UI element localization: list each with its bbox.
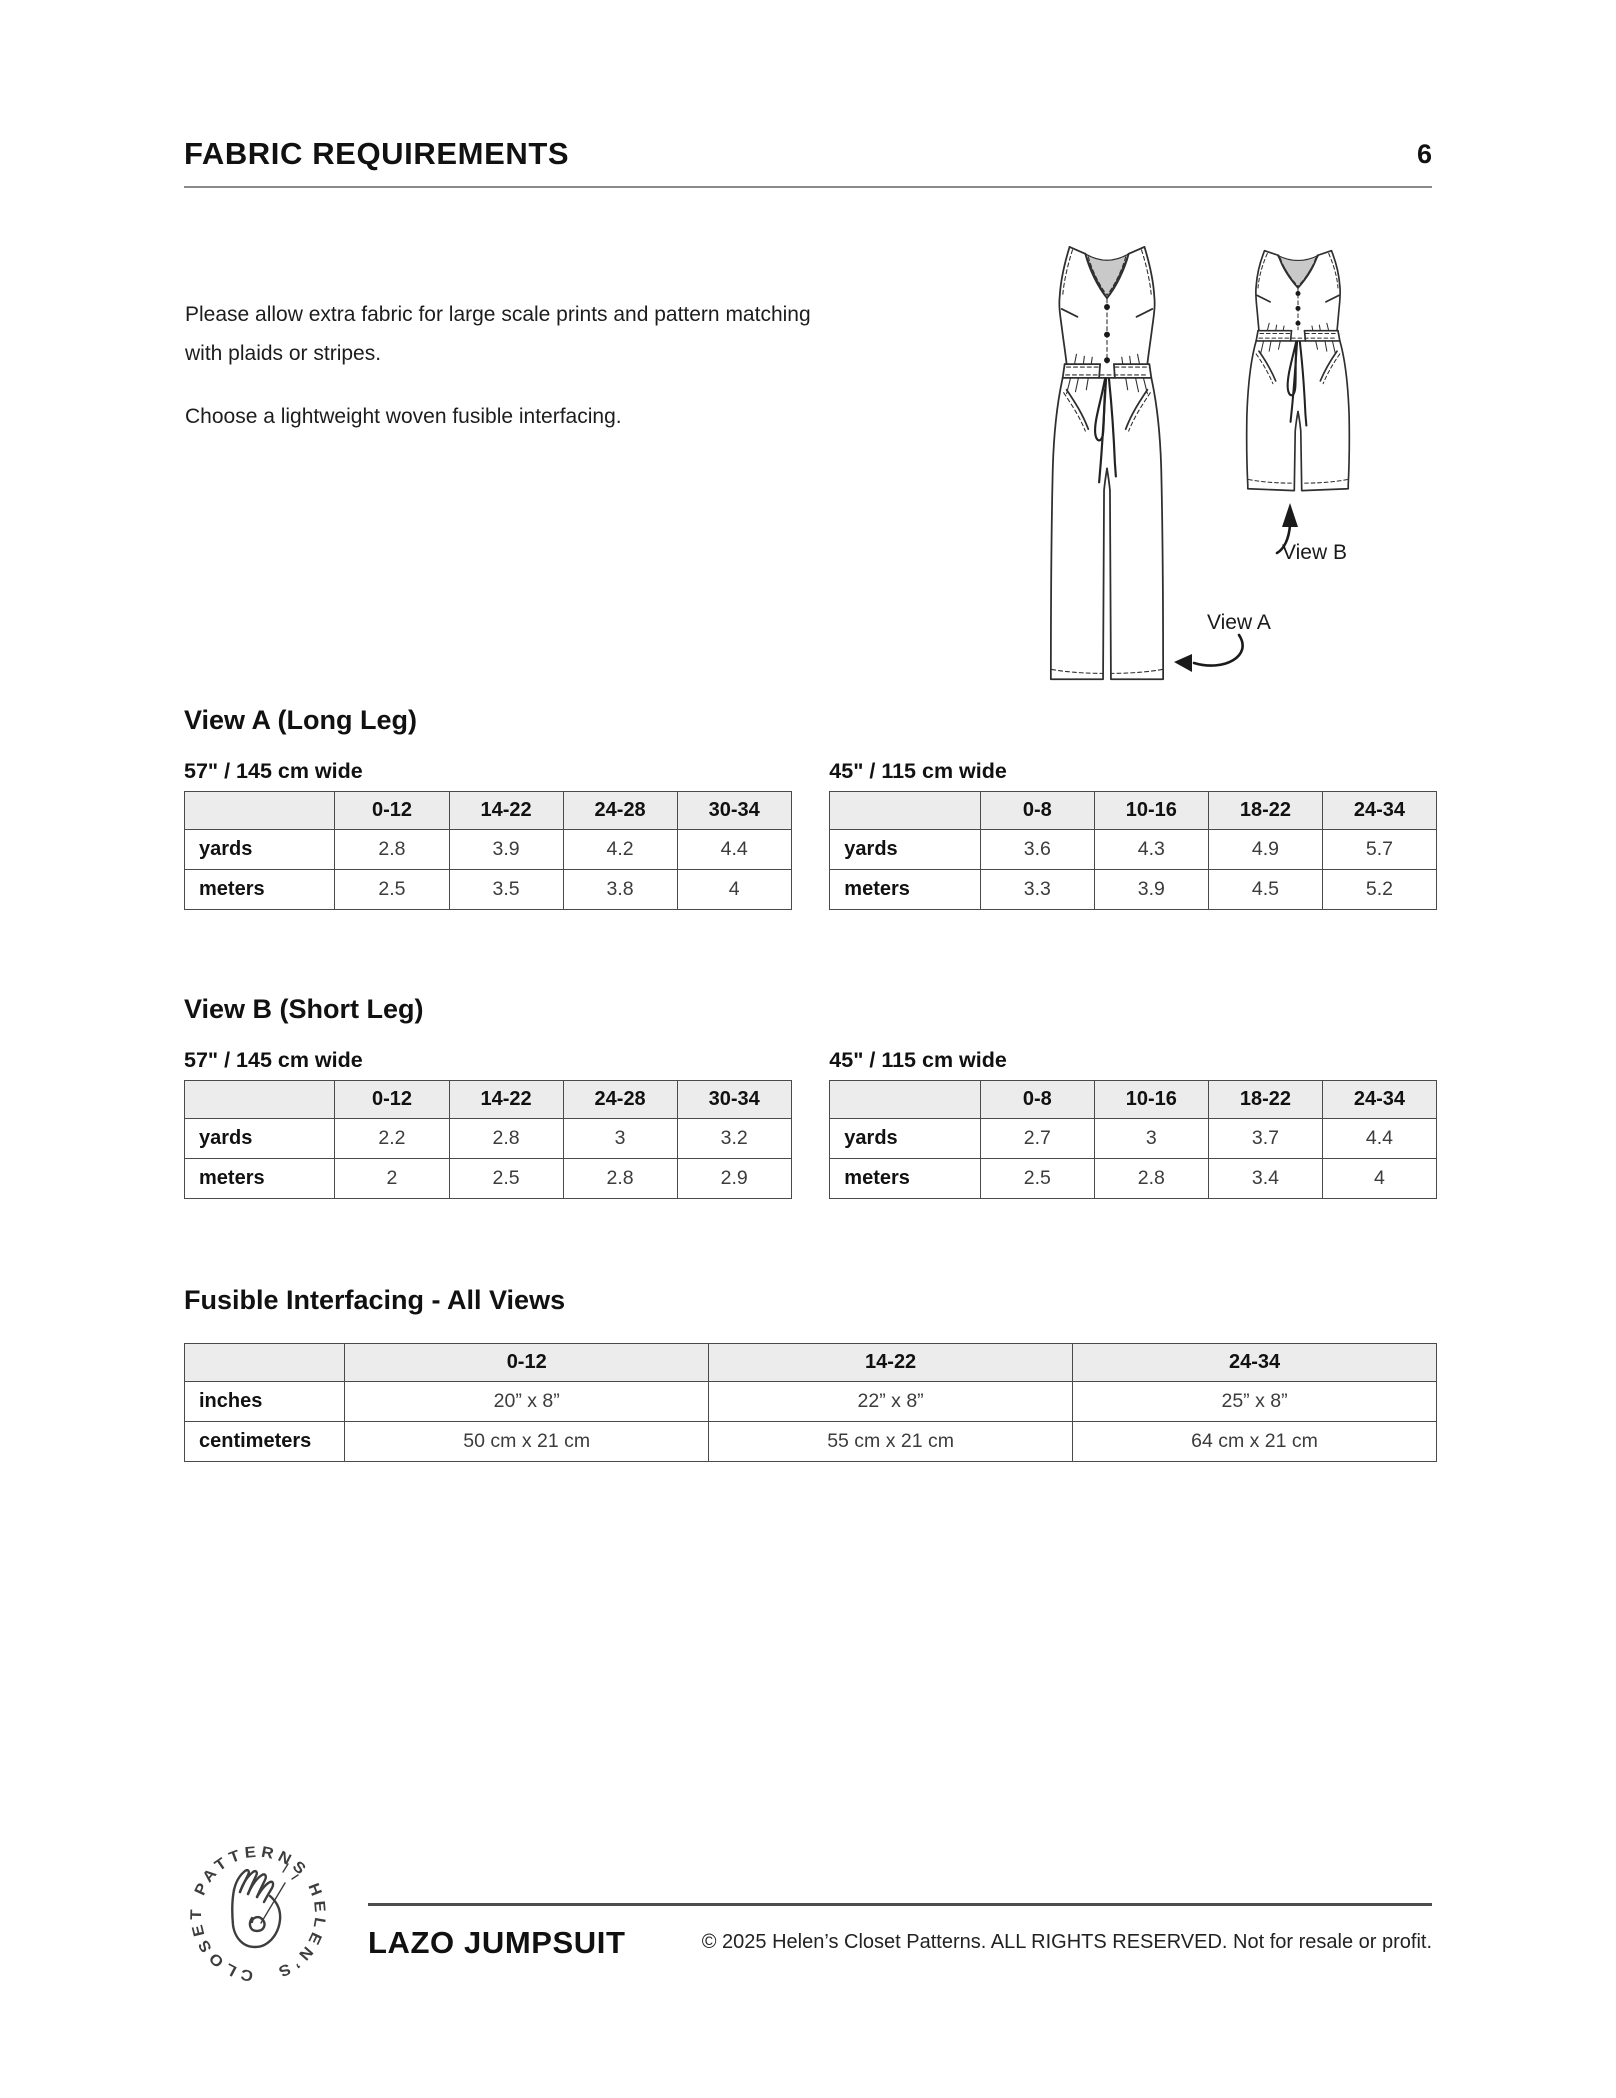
- view-a-heading: View A (Long Leg): [184, 705, 417, 735]
- size-header: 30-34: [677, 1081, 791, 1119]
- view-a-45-width-label: 45" / 115 cm wide: [829, 759, 1007, 783]
- meters-value: 3.9: [1094, 870, 1208, 910]
- table-corner-cell: [185, 1344, 345, 1382]
- row-label-centimeters: centimeters: [185, 1422, 345, 1462]
- meters-value: 4: [677, 870, 791, 910]
- centimeters-value: 50 cm x 21 cm: [345, 1422, 709, 1462]
- row-label-inches: inches: [185, 1382, 345, 1422]
- hand-with-needle-icon: [232, 1870, 280, 1947]
- table-corner-cell: [185, 792, 335, 830]
- view-a-57-width-label: 57" / 145 cm wide: [184, 759, 363, 783]
- size-header: 0-12: [335, 792, 449, 830]
- page-header: [184, 136, 1432, 172]
- yardage-value: 3.7: [1208, 1119, 1322, 1159]
- meters-value: 4: [1322, 1159, 1436, 1199]
- view-a-45-column: [829, 758, 1437, 910]
- yards-row: [830, 1119, 1437, 1159]
- yardage-value: 2.7: [980, 1119, 1094, 1159]
- meters-row: [830, 1159, 1437, 1199]
- view-a-arrow-curve: [1194, 635, 1243, 666]
- table-header-row: [830, 1081, 1437, 1119]
- row-label-meters: meters: [830, 1159, 980, 1199]
- row-label-yards: yards: [185, 830, 335, 870]
- view-b-45-width-label: 45" / 115 cm wide: [829, 1048, 1007, 1072]
- meters-value: 3.4: [1208, 1159, 1322, 1199]
- footer-divider: [368, 1903, 1432, 1906]
- view-a-45-table: [829, 791, 1437, 910]
- size-header: 24-34: [1322, 792, 1436, 830]
- size-header: 24-28: [563, 792, 677, 830]
- fusible-interfacing-table: [184, 1343, 1437, 1462]
- centimeters-row: [185, 1422, 1437, 1462]
- meters-value: 3.3: [980, 870, 1094, 910]
- meters-value: 2.9: [677, 1159, 791, 1199]
- centimeters-value: 64 cm x 21 cm: [1073, 1422, 1437, 1462]
- view-b-45-column: [829, 1047, 1437, 1199]
- size-header: 0-8: [980, 1081, 1094, 1119]
- page-title: FABRIC REQUIREMENTS: [184, 136, 570, 171]
- size-header: 30-34: [677, 792, 791, 830]
- size-header: 24-34: [1322, 1081, 1436, 1119]
- meters-value: 4.5: [1208, 870, 1322, 910]
- yardage-value: 4.3: [1094, 830, 1208, 870]
- meters-row: [185, 1159, 792, 1199]
- logo-circle-text: CLOSET PATTERNS HELEN’S: [187, 1843, 329, 1985]
- table-header-row: [185, 1081, 792, 1119]
- size-header: 14-22: [449, 1081, 563, 1119]
- table-header-row: [185, 792, 792, 830]
- row-label-meters: meters: [185, 1159, 335, 1199]
- meters-value: 5.2: [1322, 870, 1436, 910]
- size-header: 0-12: [345, 1344, 709, 1382]
- view-a-arrowhead: [1174, 654, 1192, 672]
- size-header: 0-12: [335, 1081, 449, 1119]
- meters-value: 2.5: [980, 1159, 1094, 1199]
- yardage-value: 3.2: [677, 1119, 791, 1159]
- size-header: 18-22: [1208, 792, 1322, 830]
- fusible-heading: Fusible Interfacing - All Views: [184, 1285, 566, 1315]
- yardage-value: 2.8: [335, 830, 449, 870]
- row-label-meters: meters: [830, 870, 980, 910]
- table-corner-cell: [830, 1081, 980, 1119]
- copyright-notice: © 2025 Helen’s Closet Patterns. ALL RIGHTS RESERVED. Not for resale or profit.: [701, 1931, 1432, 1953]
- size-header: 14-22: [449, 792, 563, 830]
- size-header: 24-28: [563, 1081, 677, 1119]
- intro-line-1: Please allow extra fabric for large scale prints and pattern matching: [185, 303, 811, 326]
- yards-row: [185, 830, 792, 870]
- table-corner-cell: [830, 792, 980, 830]
- header-divider: [184, 186, 1432, 188]
- table-corner-cell: [185, 1081, 335, 1119]
- intro-line-3: Choose a lightweight woven fusible interfacing.: [185, 405, 622, 428]
- meters-value: 2.8: [563, 1159, 677, 1199]
- meters-value: 2: [335, 1159, 449, 1199]
- intro-paragraph-2: [185, 397, 997, 436]
- view-b-57-width-label: 57" / 145 cm wide: [184, 1048, 363, 1072]
- yards-row: [185, 1119, 792, 1159]
- view-b-45-table: [829, 1080, 1437, 1199]
- meters-value: 2.5: [335, 870, 449, 910]
- view-a-57-column: [184, 758, 792, 910]
- yardage-value: 3: [563, 1119, 677, 1159]
- table-header-row: [185, 1344, 1437, 1382]
- pattern-name: LAZO JUMPSUIT: [368, 1925, 626, 1960]
- meters-value: 2.5: [449, 1159, 563, 1199]
- meters-value: 3.8: [563, 870, 677, 910]
- yards-row: [830, 830, 1437, 870]
- meters-value: 2.8: [1094, 1159, 1208, 1199]
- view-a-section: [184, 704, 1437, 910]
- view-b-heading: View B (Short Leg): [184, 994, 424, 1024]
- page-number: 6: [1416, 139, 1432, 169]
- size-header: 14-22: [709, 1344, 1073, 1382]
- yardage-value: 5.7: [1322, 830, 1436, 870]
- inches-value: 22” x 8”: [709, 1382, 1073, 1422]
- view-b-tables-row: [184, 1047, 1437, 1199]
- intro-paragraph-1: [185, 295, 997, 373]
- view-a-57-table: [184, 791, 792, 910]
- row-label-yards: yards: [830, 1119, 980, 1159]
- view-a-tables-row: [184, 758, 1437, 910]
- size-header: 10-16: [1094, 792, 1208, 830]
- meters-row: [185, 870, 792, 910]
- row-label-meters: meters: [185, 870, 335, 910]
- inches-row: [185, 1382, 1437, 1422]
- yardage-value: 4.4: [677, 830, 791, 870]
- yardage-value: 3.9: [449, 830, 563, 870]
- view-b-label: View B: [1282, 541, 1347, 564]
- meters-value: 3.5: [449, 870, 563, 910]
- view-a-label: View A: [1207, 611, 1271, 634]
- inches-value: 25” x 8”: [1073, 1382, 1437, 1422]
- yardage-value: 4.4: [1322, 1119, 1436, 1159]
- size-header: 0-8: [980, 792, 1094, 830]
- yardage-value: 3.6: [980, 830, 1094, 870]
- helens-closet-logo: [182, 1838, 334, 1990]
- table-header-row: [830, 792, 1437, 830]
- row-label-yards: yards: [185, 1119, 335, 1159]
- yardage-value: 4.2: [563, 830, 677, 870]
- row-label-yards: yards: [830, 830, 980, 870]
- inches-value: 20” x 8”: [345, 1382, 709, 1422]
- yardage-value: 4.9: [1208, 830, 1322, 870]
- size-header: 18-22: [1208, 1081, 1322, 1119]
- size-header: 10-16: [1094, 1081, 1208, 1119]
- view-annotation-arrows: [1010, 235, 1450, 713]
- meters-row: [830, 870, 1437, 910]
- view-b-57-table: [184, 1080, 792, 1199]
- view-b-57-column: [184, 1047, 792, 1199]
- size-header: 24-34: [1073, 1344, 1437, 1382]
- yardage-value: 2.2: [335, 1119, 449, 1159]
- view-b-section: [184, 993, 1437, 1199]
- garment-illustrations: [1010, 235, 1450, 713]
- centimeters-value: 55 cm x 21 cm: [709, 1422, 1073, 1462]
- fusible-interfacing-section: [184, 1284, 1437, 1462]
- yardage-value: 3: [1094, 1119, 1208, 1159]
- intro-line-2: with plaids or stripes.: [185, 342, 382, 365]
- intro-text: [185, 295, 997, 436]
- yardage-value: 2.8: [449, 1119, 563, 1159]
- view-b-arrowhead: [1282, 503, 1298, 527]
